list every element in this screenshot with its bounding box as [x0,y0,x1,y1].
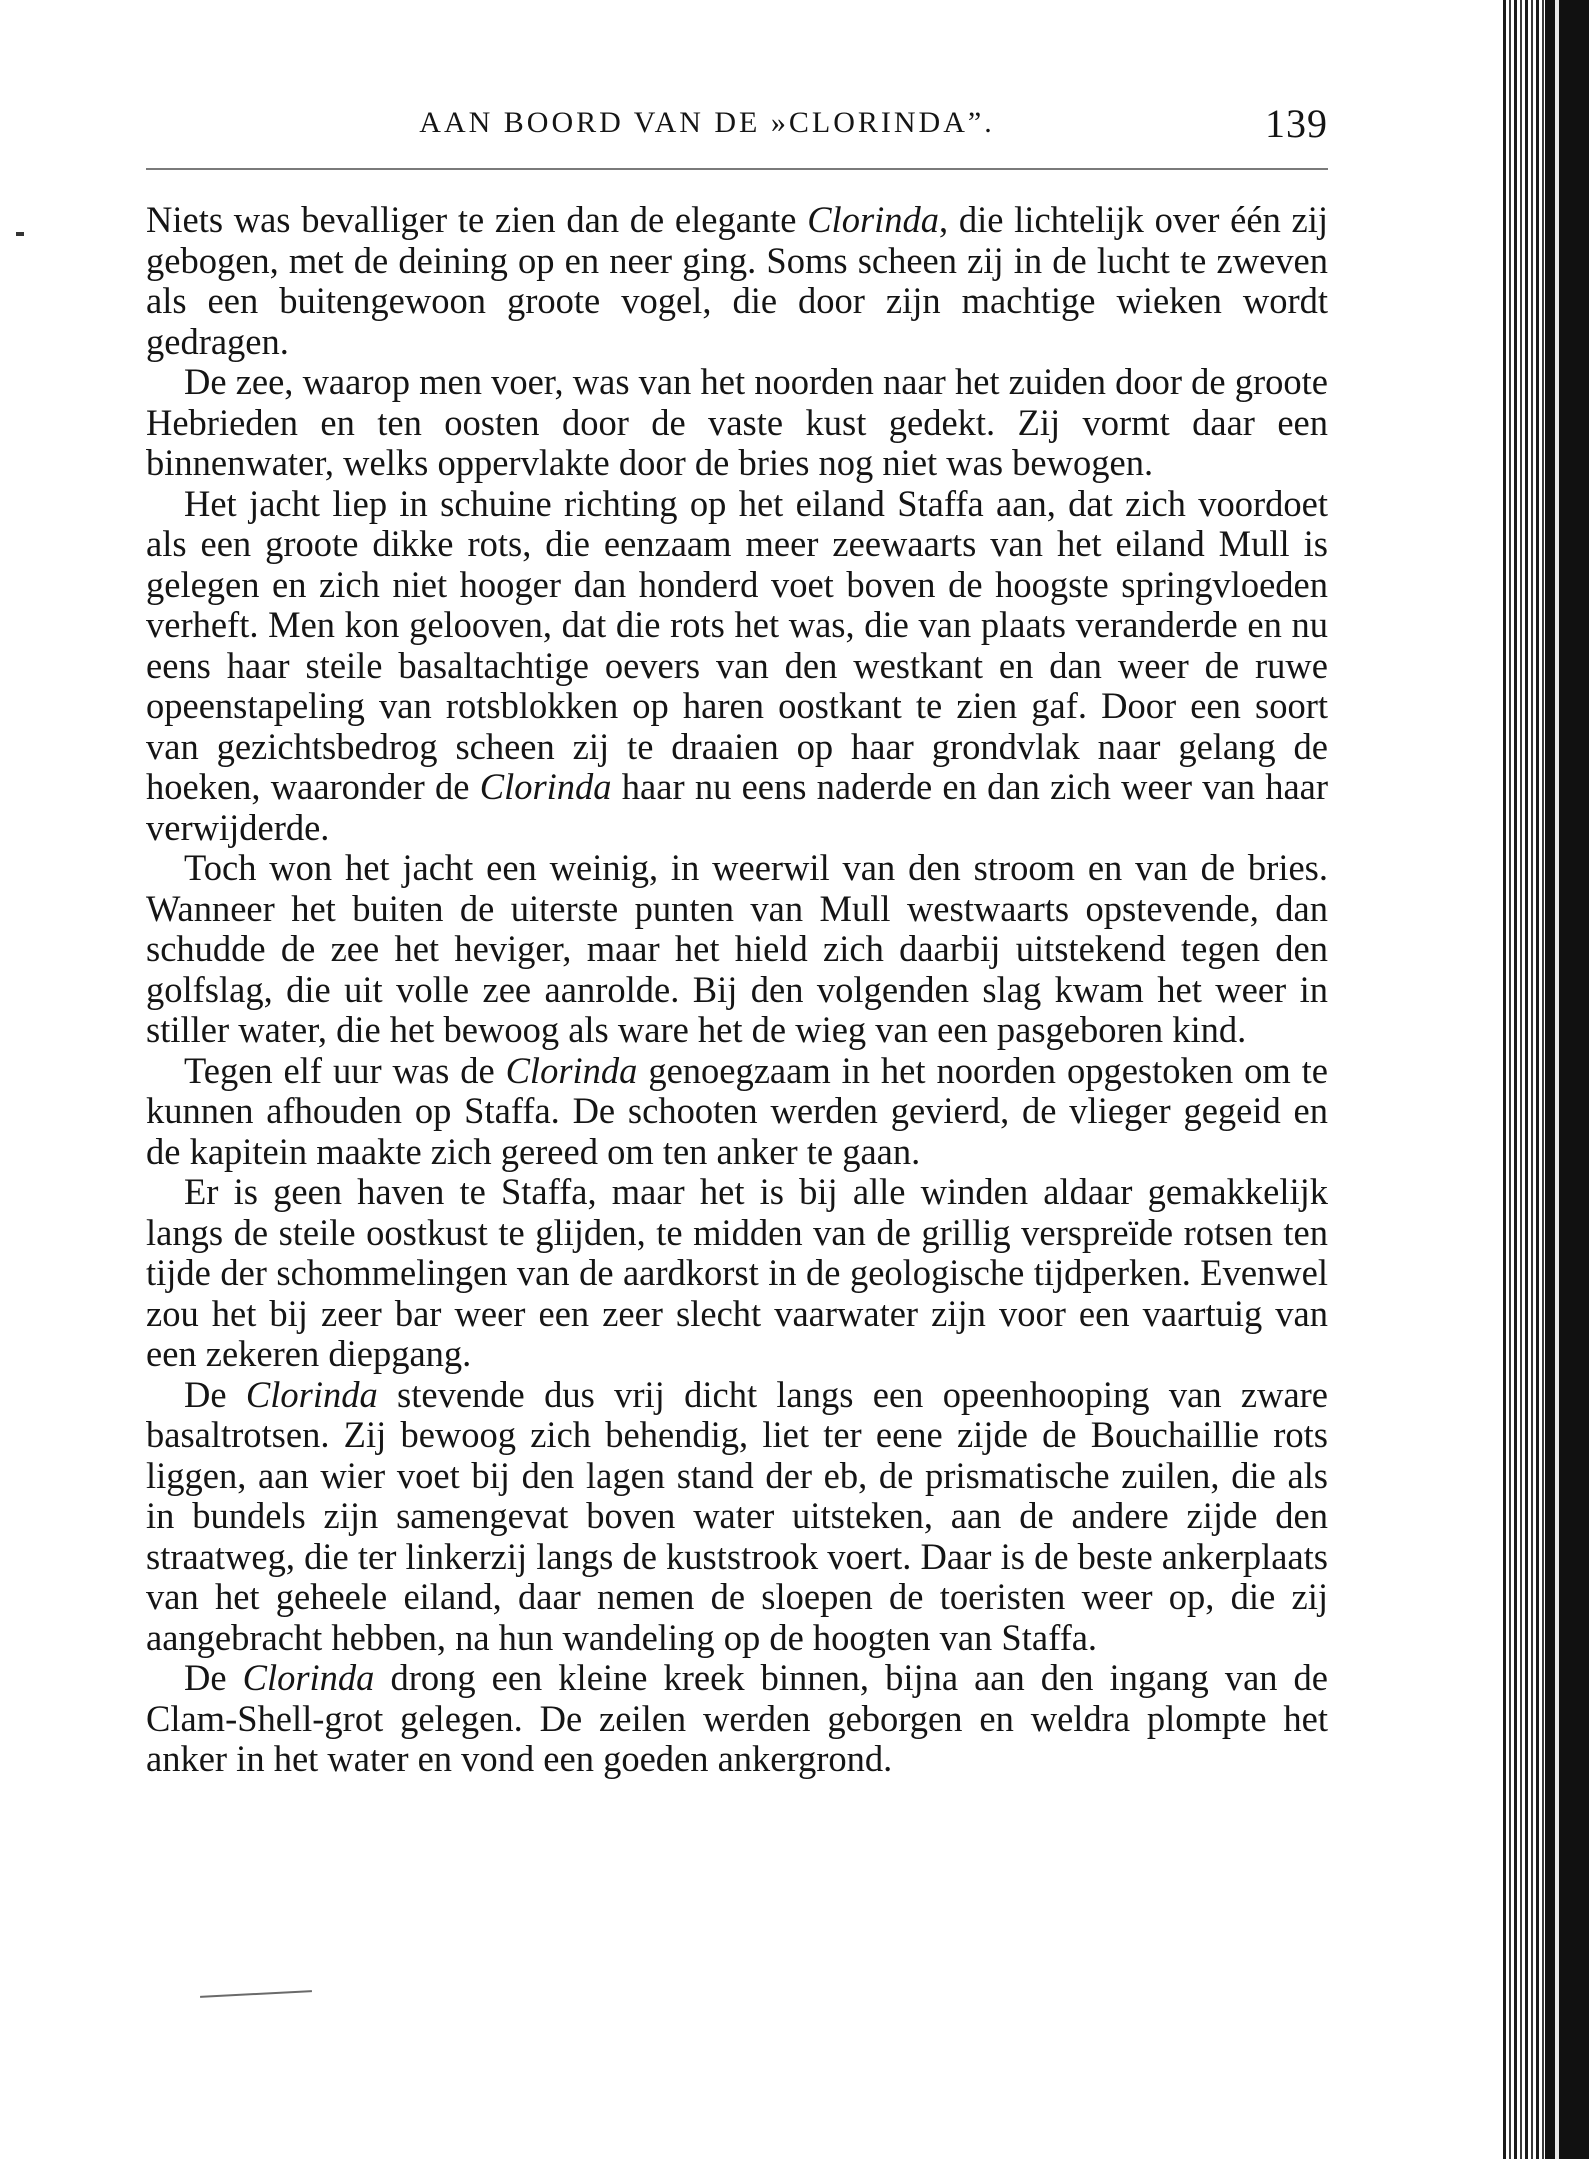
text-run: , die lichtelijk over één zij gebogen, met de deining op en neer ging. Soms scheen zij in de lucht te zweven als een buitengewoon groote vogel, die door zijn machtige wieken wordt gedragen. [146,199,1328,362]
end-rule [200,1990,312,1998]
page-edge-stripe [1555,0,1559,2159]
page-edge-binding [1545,0,1589,2159]
italic-ship-name: Clorinda [807,199,940,240]
running-title: AAN BOORD VAN DE »CLORINDA”. [419,106,995,139]
text-run: genoegzaam in het noorden opgestoken om te kunnen afhouden op Staffa. De schooten werden gevierd, de vlieger gegeid en de kapitein maakte zich gereed om ten anker te gaan. [146,1049,1329,1172]
text-run: haar nu eens naderde en dan zich weer van haar verwijderde. [146,766,1328,848]
italic-ship-name: Clorinda [505,1049,638,1091]
text-run: Het jacht liep in schuine richting op het eiland Staffa aan, dat zich voordoet als een groote dikke rots, die eenzaam meer zeewaarts van het eiland Mull is gelegen en zich niet hooger dan honderd voet boven de hoogste springvloeden verheft. Men kon gelooven, dat die rots het was, die van plaats veranderde en nu eens haar steile basaltachtige oevers van den westkant en dan weer de ruwe opeenstapeling van rotsblokken op haren oostkant te zien gaf. Door een soort van gezichtsbedrog scheen zij te draaien op haar grondvlak naar gelang de hoeken, waaronder de [146,482,1328,807]
text-run: De zee, waarop men voer, was van het noorden naar het zuiden door de groote Hebrieden en ten oosten door de vaste kust gedekt. Zij vormt daar een binnenwater, welks oppervlakte door de bries nog niet was bewogen. [146,361,1328,483]
paragraph [146,200,1328,362]
body-text [146,200,1328,1780]
text-run: De [184,1657,243,1698]
text-run: Toch won het jacht een weinig, in weerwil van den stroom en van de bries. Wanneer het buiten de uiterste punten van Mull westwaarts opstevende, dan schudde de zee het heviger, maar het hield zich daarbij uitstekend tegen den golfslag, die uit volle zee aanrolde. Bij den volgenden slag kwam het weer in stiller water, die het bewoog als ware het de wieg van een pasgeboren kind. [146,847,1328,1050]
text-run: stevende dus vrij dicht langs een opeenhooping van zware basaltrotsen. Zij bewoog zich behendig, liet ter eene zijde de Bouchaillie rots liggen, aan wier voet bij den lagen stand der eb, de prismatische zuilen, die als in bundels zijn samengevat boven water uitsteken, aan de andere zijde den straatweg, die ter linkerzij langs de kuststrook voert. Daar is de beste ankerplaats van het geheele eiland, daar nemen de sloepen de toeristen weer op, die zij aangebracht hebben, na hun wandeling op de hoogten van Staffa. [146,1373,1329,1658]
paragraph [146,1375,1328,1659]
running-head [146,100,1328,160]
paragraph [146,484,1328,849]
text-run: drong een kleine kreek binnen, bijna aan den ingang van de Clam-Shell-grot gelegen. De zeilen werden geborgen en weldra plompte het anker in het water en vond een goeden ankergrond. [146,1657,1329,1779]
text-run: De [184,1373,246,1415]
text-run: Er is geen haven te Staffa, maar het is bij alle winden aldaar gemakkelijk langs de steile oostkust te glijden, te midden van de grillig verspreïde rotsen ten tijde der schommelingen van de aardkorst in de geologische tijdperken. Evenwel zou het bij zeer bar weer een zeer slecht vaarwater zijn voor een vaartuig van een zekeren diepgang. [146,1171,1328,1374]
text-run: Niets was bevalliger te zien dan de elegante [146,199,808,240]
paragraph [146,1172,1328,1375]
italic-ship-name: Clorinda [245,1373,378,1415]
text-run: Tegen elf uur was de [184,1049,506,1091]
header-rule [146,168,1328,170]
italic-ship-name: Clorinda [479,766,612,807]
paragraph [146,1658,1328,1780]
paragraph [146,848,1328,1051]
page-number: 139 [1265,101,1328,146]
paragraph [146,362,1328,484]
margin-mark [16,232,24,236]
italic-ship-name: Clorinda [242,1657,375,1698]
paragraph [146,1051,1328,1173]
